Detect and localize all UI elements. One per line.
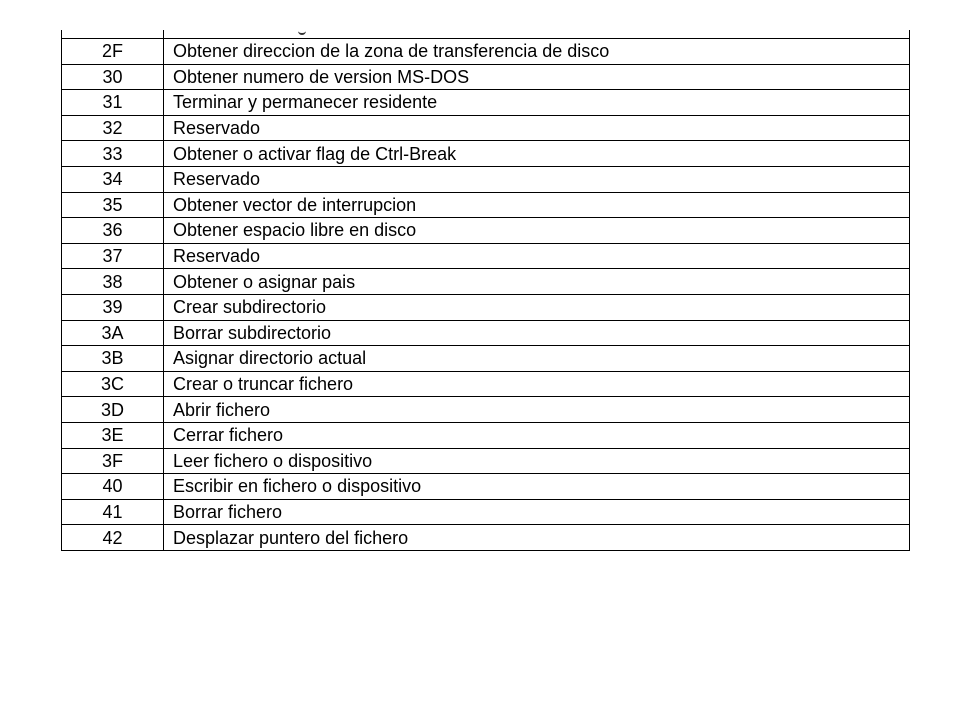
- function-description-cell: Borrar fichero: [164, 499, 910, 525]
- function-code-cell: 39: [62, 294, 164, 320]
- function-description-cell: Desplazar puntero del fichero: [164, 525, 910, 551]
- table-row: [62, 218, 910, 244]
- function-description-cell: Escribir en fichero o dispositivo: [164, 474, 910, 500]
- table-row: [62, 525, 910, 551]
- function-code-cell: 33: [62, 141, 164, 167]
- function-description-cell: Obtener vector de interrupcion: [164, 192, 910, 218]
- function-description-cell: Terminar y permanecer residente: [164, 90, 910, 116]
- function-code-cell: 32: [62, 115, 164, 141]
- cutoff-code-cell: [61, 30, 164, 38]
- table-row: [62, 346, 910, 372]
- table-row: [62, 243, 910, 269]
- function-description-cell: Borrar subdirectorio: [164, 320, 910, 346]
- function-code-cell: 3C: [62, 371, 164, 397]
- function-code-cell: 37: [62, 243, 164, 269]
- cutoff-text-fragment: [298, 30, 306, 35]
- function-code-cell: 34: [62, 166, 164, 192]
- function-description-cell: Reservado: [164, 243, 910, 269]
- function-code-cell: 41: [62, 499, 164, 525]
- function-code-cell: 42: [62, 525, 164, 551]
- table-row: [62, 397, 910, 423]
- table-row: [62, 499, 910, 525]
- function-description-cell: Cerrar fichero: [164, 422, 910, 448]
- table-row: [62, 90, 910, 116]
- table-row: [62, 115, 910, 141]
- function-description-cell: Obtener espacio libre en disco: [164, 218, 910, 244]
- function-code-cell: 36: [62, 218, 164, 244]
- table-row: [62, 422, 910, 448]
- function-code-cell: 3F: [62, 448, 164, 474]
- function-code-cell: 3D: [62, 397, 164, 423]
- function-description-cell: Asignar directorio actual: [164, 346, 910, 372]
- function-description-cell: Crear o truncar fichero: [164, 371, 910, 397]
- previous-row-cutoff: [61, 30, 910, 38]
- function-description-cell: Obtener direccion de la zona de transferencia de disco: [164, 39, 910, 65]
- function-code-cell: 30: [62, 64, 164, 90]
- function-description-cell: Abrir fichero: [164, 397, 910, 423]
- table-row: [62, 269, 910, 295]
- function-description-cell: Obtener numero de version MS-DOS: [164, 64, 910, 90]
- table-row: [62, 474, 910, 500]
- table-row: [62, 39, 910, 65]
- function-description-cell: Obtener o asignar pais: [164, 269, 910, 295]
- function-code-cell: 40: [62, 474, 164, 500]
- table-row: [62, 371, 910, 397]
- table-body: [62, 39, 910, 551]
- table-row: [62, 448, 910, 474]
- function-code-cell: 38: [62, 269, 164, 295]
- function-code-cell: 3B: [62, 346, 164, 372]
- table-row: [62, 141, 910, 167]
- function-code-cell: 3E: [62, 422, 164, 448]
- function-description-cell: Reservado: [164, 115, 910, 141]
- function-description-cell: Obtener o activar flag de Ctrl-Break: [164, 141, 910, 167]
- function-code-cell: 35: [62, 192, 164, 218]
- function-description-cell: Leer fichero o dispositivo: [164, 448, 910, 474]
- table-row: [62, 166, 910, 192]
- function-code-table: [61, 38, 910, 551]
- function-code-cell: 3A: [62, 320, 164, 346]
- table-row: [62, 192, 910, 218]
- function-code-table-container: [61, 38, 910, 551]
- function-code-cell: 2F: [62, 39, 164, 65]
- function-description-cell: Reservado: [164, 166, 910, 192]
- function-description-cell: Crear subdirectorio: [164, 294, 910, 320]
- table-row: [62, 64, 910, 90]
- table-row: [62, 294, 910, 320]
- function-code-cell: 31: [62, 90, 164, 116]
- table-row: [62, 320, 910, 346]
- cutoff-right-border: [909, 30, 910, 38]
